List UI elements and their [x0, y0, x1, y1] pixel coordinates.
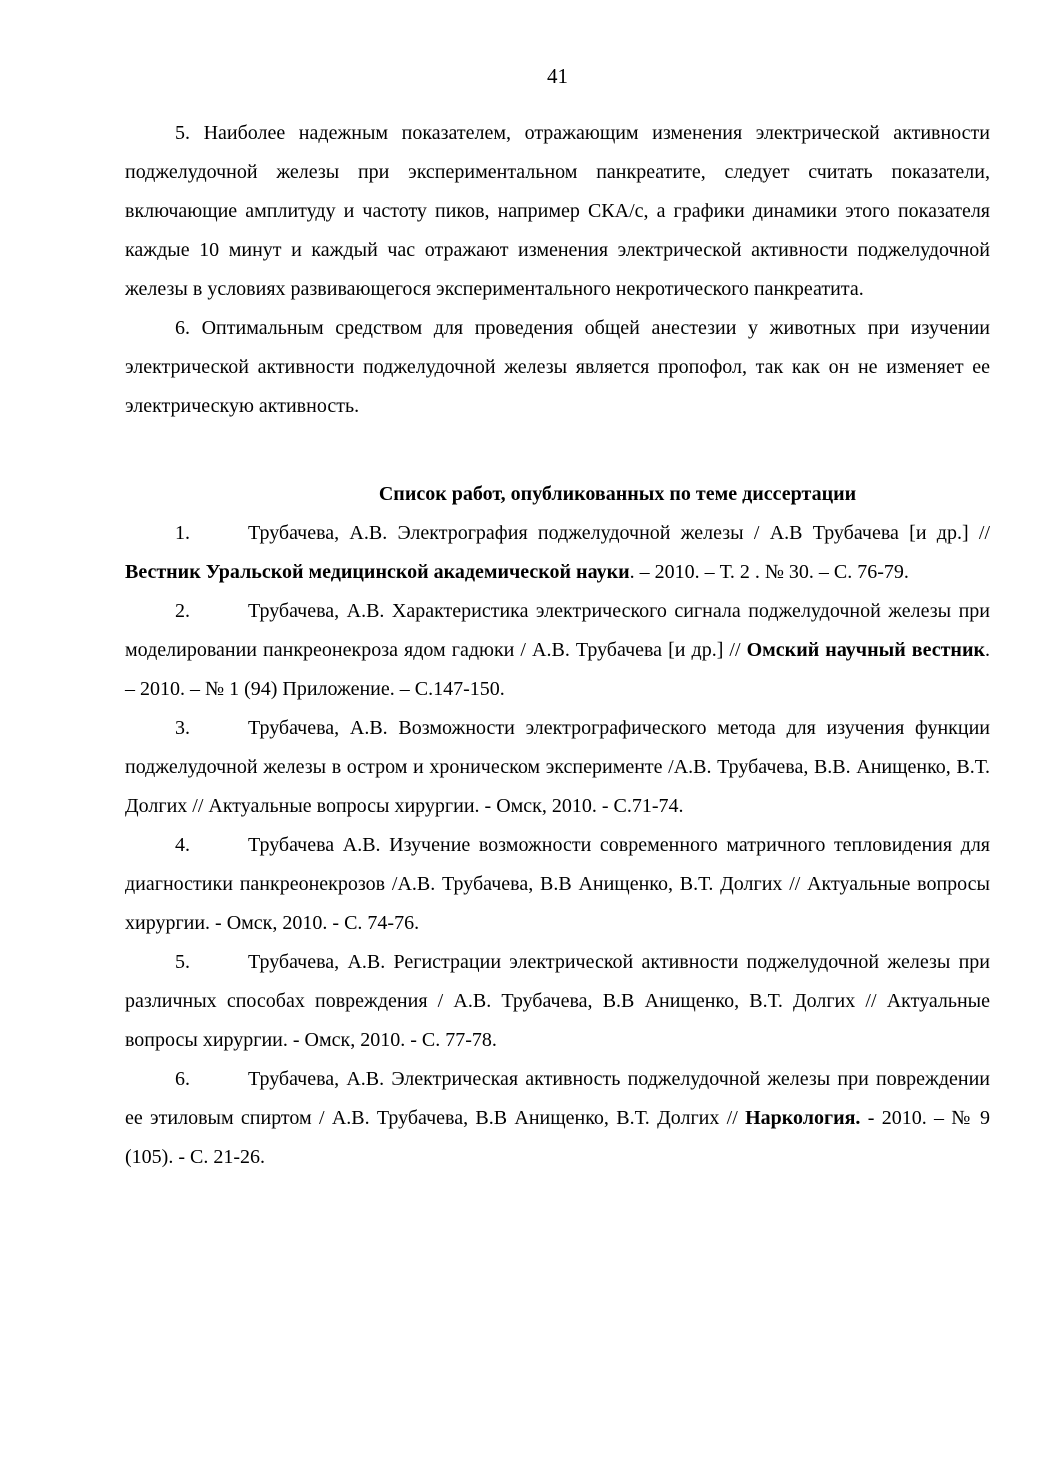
publication-text: Трубачева, А.В. Характеристика электрического сигнала поджелудочной железы при моделировании панкреонекроза ядом гадюки / А.В. Трубачева [и др.] //: [125, 600, 990, 661]
publication-item: [125, 943, 990, 1060]
publication-number: 5.: [175, 951, 190, 973]
publication-number: 1.: [175, 522, 190, 544]
publication-number: 6.: [175, 1068, 190, 1090]
publication-text: Трубачева, А.В. Возможности электрографического метода для изучения функции поджелудочной железы в остром и хроническом эксперименте /А.В. Трубачева, В.В. Анищенко, В.Т. Долгих // Актуальные вопросы хирургии. - Омск, 2010. - С.71-74.: [125, 717, 990, 817]
publication-item: [125, 592, 990, 709]
publication-text: Трубачева, А.В. Регистрации электрической активности поджелудочной железы при различных способах повреждения / А.В. Трубачева, В.В Анищенко, В.Т. Долгих // Актуальные вопросы хирургии. - Омск, 2010. - С. 77-78.: [125, 951, 990, 1051]
publication-text: Трубачева, А.В. Электрическая активность поджелудочной железы при повреждении ее этиловым спиртом / А.В. Трубачева, В.В Анищенко, В.Т. Долгих //: [125, 1068, 990, 1129]
page-number: 41: [547, 64, 568, 88]
conclusion-6: 6. Оптимальным средством для проведения общей анестезии у животных при изучении электрической активности поджелудочной железы является пропофол, так как он не изменяет ее электрическую активность.: [125, 317, 990, 417]
publication-item: [125, 709, 990, 826]
publication-details: . – 2010. – № 1 (94) Приложение. – С.147-150.: [125, 639, 990, 700]
publication-text: Трубачева, А.В. Электрография поджелудочной железы / А.В Трубачева [и др.] //: [248, 522, 990, 544]
publication-item: [125, 514, 990, 592]
publication-item: [125, 1060, 990, 1177]
publication-journal: Омский научный вестник: [746, 639, 985, 661]
publication-number: 4.: [175, 834, 190, 856]
publication-journal: Наркология.: [745, 1107, 861, 1129]
publication-item: [125, 826, 990, 943]
publication-details: - 2010. – № 9 (105). - С. 21-26.: [125, 1107, 990, 1168]
publication-text: Трубачева А.В. Изучение возможности современного матричного тепловидения для диагностики панкреонекрозов /А.В. Трубачева, В.В Анищенко, В.Т. Долгих // Актуальные вопросы хирургии. - Омск, 2010. - С. 74-76.: [125, 834, 990, 934]
publication-number: 3.: [175, 717, 190, 739]
publication-number: 2.: [175, 600, 190, 622]
publications-heading: Список работ, опубликованных по теме диссертации: [378, 483, 857, 505]
publication-journal: Вестник Уральской медицинской академической науки: [125, 561, 630, 583]
conclusion-5: 5. Наиболее надежным показателем, отражающим изменения электрической активности поджелудочной железы при экспериментальном панкреатите, следует считать показатели, включающие амплитуду и частоту пиков, например СКА/с, а графики динамики этого показателя каждые 10 минут и каждый час отражают изменения электрической активности поджелудочной железы в условиях развивающегося экспериментального некротического панкреатита.: [125, 122, 990, 300]
publication-details: . – 2010. – Т. 2 . № 30. – С. 76-79.: [629, 561, 909, 583]
page-body: [125, 114, 990, 1177]
